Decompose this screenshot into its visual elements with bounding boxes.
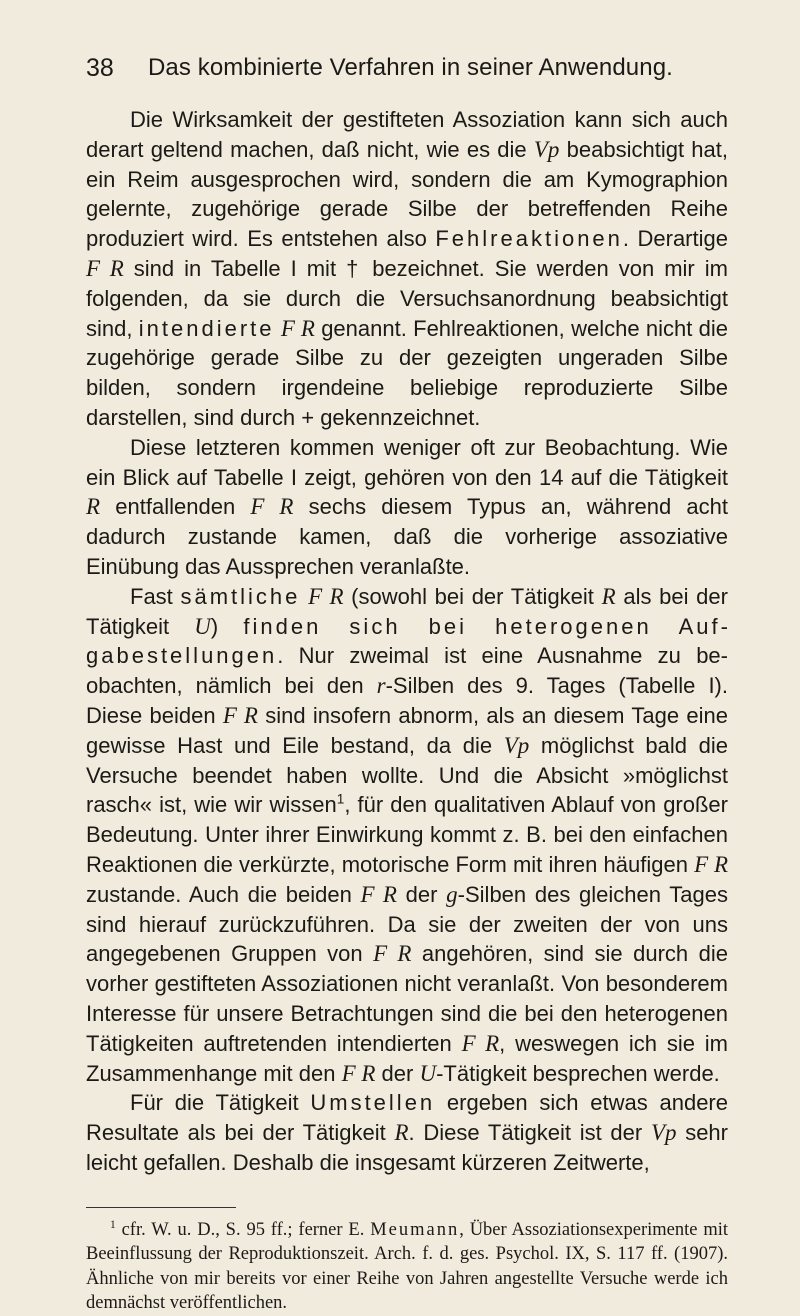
text-run: -Silben des gleichen Tages sind hierauf zurückzuführen. Da sie der zweiten der von uns angegebenen Gruppen von	[86, 881, 728, 967]
body-text	[86, 105, 728, 1178]
text-run: zustande. Auch die beiden	[86, 881, 361, 907]
footnote-rule	[86, 1207, 236, 1208]
text-run: möglichst bald die Versuche beendet haben wollte. Und die Absicht »möglichst rasch« ist, wie wir wissen	[86, 732, 729, 818]
text-run: sind in Tabelle I mit † bezeichnet. Sie werden von mir im folgenden, da sie durch die Versuchsanordnung beabsichtigt sind,	[86, 255, 728, 341]
text-run: ergeben sich etwas andere Resultate als bei der Tätigkeit	[86, 1090, 728, 1146]
spaced-term: intendierte	[138, 315, 275, 341]
text-run: angehören, sind sie durch die vorher gestifteten Assoziationen nicht veranlaßt. Von besonderem Interesse für unsere Betrachtungen sind die bei den heterogenen Tätigkeiten auftretenden intendierten	[86, 941, 728, 1056]
italic-term: R	[86, 494, 101, 520]
text-run: -Tätigkeit besprechen werde.	[436, 1060, 720, 1086]
spaced-term: sämtliche	[180, 583, 301, 609]
text-run: sind insofern abnorm, als an diesem Tage eine gewisse Hast und Eile bestand, da die	[86, 702, 728, 758]
running-title: Das kombinierte Verfahren in seiner Anwendung.	[148, 54, 673, 81]
italic-term: g	[446, 881, 458, 907]
page-number: 38	[86, 54, 114, 82]
text-run	[300, 584, 308, 609]
italic-term: F R	[308, 583, 344, 609]
text-run: beabsichtigt hat, ein Reim ausgesprochen wird, sondern die am Kymographion gelernte, zugehörige gerade Silbe der betreffenden Reihe produziert wird. Es entstehen also	[86, 136, 728, 252]
spaced-term: finden sich bei heterogenen Aufgabestellungen	[86, 613, 728, 669]
paragraph-4	[86, 1088, 728, 1177]
italic-term: U	[419, 1060, 437, 1086]
text-run: Für die Tätigkeit	[130, 1090, 311, 1116]
paragraph-2	[86, 433, 728, 582]
italic-term: R	[394, 1120, 409, 1146]
spaced-term: Meumann	[370, 1220, 460, 1240]
text-run: . Nur zweimal ist eine Ausnahme zu beobachten, nämlich bei den	[86, 643, 728, 699]
italic-term: F R	[86, 255, 124, 281]
running-head	[86, 52, 726, 92]
text-run: -Silben des 9. Tages (Tabelle I). Diese beiden	[86, 673, 728, 728]
text-run: . Derartige	[622, 226, 728, 252]
italic-term: F R	[280, 315, 315, 341]
italic-term: F R	[694, 851, 728, 877]
text-run: sechs diesem Typus an, während acht dadurch zustande kamen, daß die vorherige assoziative Einübung das Aussprechen veranlaßte.	[86, 494, 728, 579]
italic-term: F R	[360, 881, 397, 907]
text-run: der	[375, 1060, 420, 1086]
italic-term: r	[376, 673, 386, 699]
text-run: der	[396, 881, 447, 907]
text-run: Die Wirksamkeit der gestifteten Assoziation kann sich auch derart geltend machen, daß nicht, wie es die	[86, 107, 728, 162]
footnote	[86, 1218, 728, 1316]
italic-term: F R	[250, 494, 294, 520]
text-run: . Diese Tätigkeit ist der	[408, 1120, 651, 1146]
paragraph-1	[86, 105, 728, 433]
text-run: sehr leicht gefallen. Deshalb die insgesamt kürzeren Zeitwerte,	[86, 1120, 728, 1175]
text-run: Diese letzteren kommen weniger oft zur Beobachtung. Wie ein Blick auf Tabelle I zeigt, gehören von den 14 auf die Tätigkeit	[86, 434, 728, 490]
text-run: , für den qualitativen Ablauf von großer Bedeutung. Unter ihrer Einwirkung kommt z. B. bei den einfachen Reaktionen die verkürzte, motorische Form mit ihren häufigen	[86, 792, 728, 877]
footnote-number: 1	[110, 1218, 116, 1231]
text-run: genannt. Fehlreaktionen, welche nicht die zugehörige gerade Silbe zu der gezeigten ungeraden Silbe bilden, sondern irgendeine beliebige reproduzierte Silbe darstellen, sind durch + gekennzeichnet.	[86, 315, 728, 430]
text-run: (sowohl bei der Tätigkeit	[343, 583, 602, 609]
spaced-term: Umstellen	[310, 1090, 436, 1116]
text-run: cfr. W. u. D., S. 95 ff.; ferner E.	[115, 1220, 371, 1240]
italic-term: U	[194, 613, 211, 639]
text-run: )	[210, 613, 244, 639]
spaced-term: Fehlreaktionen	[435, 226, 623, 252]
italic-term: Vp	[503, 732, 530, 758]
text-run: Fast	[130, 583, 181, 609]
text-run: entfallenden	[100, 494, 251, 520]
text-run: als bei der Tätigkeit	[86, 583, 728, 639]
italic-term: F R	[461, 1030, 500, 1056]
italic-term: F R	[222, 702, 258, 728]
paragraph-3	[86, 582, 728, 1089]
text-run: , weswegen ich sie im Zusammenhange mit den	[86, 1030, 728, 1086]
footnote-marker: 1	[336, 792, 345, 807]
italic-term: Vp	[650, 1120, 677, 1146]
italic-term: F R	[341, 1060, 376, 1086]
italic-term: R	[601, 583, 616, 609]
text-run: , Über Assoziationsexperimente mit Beeinflussung der Reproduktionszeit. Arch. f. d. ges. Psychol. IX, S. 117 ff. (1907). Ähnliche von mir bereits vor einer Reihe von Jahren angestellte Versuche werde ich demnächst veröffentlichen.	[86, 1220, 729, 1314]
italic-term: F R	[373, 941, 412, 967]
italic-term: Vp	[533, 136, 560, 162]
